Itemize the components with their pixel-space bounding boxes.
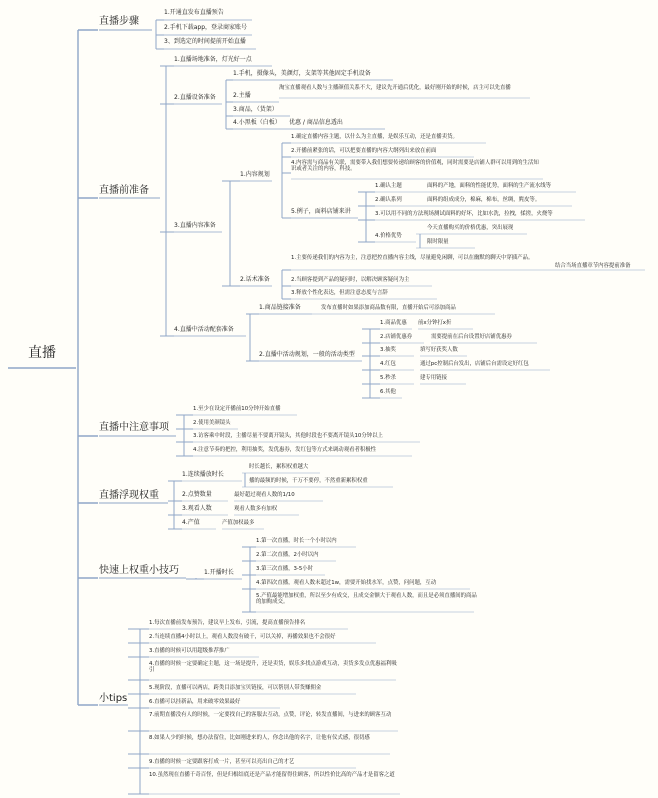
node-duration-3: 3.第三次直播，3-5小时 [256, 566, 314, 572]
node-price-limited: 限时限量 [427, 239, 449, 245]
node-duration-4: 4.第四次直播，观看人数未超过1w，需要开始找水军，点赞，问问题，互动 [256, 580, 437, 586]
node-tip-3: 3.直播的时候可以用超级推荐推广 [149, 648, 230, 654]
node-activity-discount: 1.商品优惠 [380, 320, 407, 326]
node-weight-duration: 1.连续播放时长 [182, 471, 224, 478]
node-step-2: 2.手机下载app，登录商家账号 [164, 24, 248, 31]
node-viewers-note: 观看人数多有加权 [234, 506, 278, 512]
node-host-note: 淘宝直播观看人数与主播颜值关系不大，建议先开通后优化，最好刚开始的时候，店主可以先直播 [279, 85, 511, 91]
node-coupon-note: 需要提前在后台设置好店铺优惠券 [431, 334, 512, 340]
node-script-3: 3.释放个性化表达，但需注意态度与言辞 [291, 290, 388, 296]
node-tip-7: 7.前期直播没有人的时候，一定要找自己的客服去互动，点赞，评论，转发直播间，与进来的顾客互动 [149, 712, 392, 718]
node-equipment-host: 2.主播 [233, 92, 251, 99]
node-theme-note: 面料的产地，面料的性能优势，面料的生产流水线等 [427, 183, 551, 189]
node-example-series: 2.确认系列 [375, 197, 402, 203]
node-plan-5-example: 5.例子，面料店铺来讲 [291, 208, 351, 215]
node-likes-note: 最好超过观看人数的1/10 [234, 492, 295, 498]
node-board-note: 优惠 / 商品信息透出 [289, 119, 343, 126]
node-script-prep: 2.话术准备 [240, 276, 270, 283]
node-tip-5: 5.现阶段，直播可以两店，跨类目添加宝贝链接，可以帮别人带货赚佣金 [149, 685, 322, 691]
node-example-test: 3.可以用不同的方法现场测试面料的好坏，比如水洗，拉拽，揉搓，火烧等 [375, 211, 553, 217]
node-activity-redpacket: 4.红包 [380, 361, 396, 367]
node-equipment-board: 4.小黑板（白板） [233, 119, 281, 126]
node-content-plan: 1.内容规划 [240, 171, 270, 178]
branch-weight: 直播浮现权重 [99, 490, 159, 501]
node-step-1: 1.开通直发布直播预告 [164, 9, 224, 16]
branch-small-tips: 小tips [99, 693, 128, 704]
branch-quick-tips: 快速上权重小技巧 [99, 565, 179, 576]
root-topic: 直播 [28, 345, 56, 361]
node-plan-1: 1.确定直播内容主题，以什么为主直播，是娱乐互动，还是直播卖货。 [291, 134, 458, 140]
node-duration-note-2: 播的最频的时候，千万不要停，不然重新累积权重 [249, 478, 368, 484]
node-tip-8: 8.如果人少的时候，想办法留住，比如刚进来的人，你念出他的名字，让他有仪式感，很切感 [149, 735, 370, 741]
node-activity-lottery: 3.抽奖 [380, 347, 396, 353]
node-script-1: 1.主要传递我们的内容为主，注意把控直播内容主线，尽量避免闲聊，可以在幽默的聊天中穿插产品。 [291, 255, 534, 261]
node-series-note: 面料的组成成分，棉麻，棉布，丝绸，麂皮等。 [427, 197, 541, 203]
node-step-3: 3、到选定的时间提前开始直播 [164, 38, 246, 45]
node-weight-viewers: 3.观看人数 [182, 505, 212, 512]
node-tip-4: 4.直播的时候一定要确定主题，这一场是提升，还是卖货，娱乐多找点游戏互动，卖货多发点优惠福利吸引 [149, 661, 397, 674]
node-duration-2: 2.第二次直播，2小时以内 [256, 552, 319, 558]
node-weight-likes: 2.点赞数量 [182, 491, 212, 498]
node-script-2: 2.当顾客提到产品的疑问时，以解决顾客疑问为主 [291, 277, 410, 283]
node-stream-duration: 1.开播时长 [204, 569, 234, 576]
node-equipment-goods: 3.商品，（货架） [233, 106, 278, 113]
branch-live-steps: 直播步骤 [99, 16, 139, 27]
node-note-4: 4.注意节奏的把控，利用抽奖，发优惠券，发红包等方式来调动观看者积极性 [193, 447, 377, 453]
node-redpacket-note: 通过pc控制后台发出，店铺后台需设定好红包 [420, 361, 529, 367]
node-product-links-note: 发布直播时如果添加商品数有限，直播开始后可添加商品 [321, 305, 456, 311]
node-duration-1: 1.第一次直播，时长一个小时以内 [256, 538, 337, 544]
node-tip-2: 2.当连续直播4小时以上，观看人数没有破千，可以关掉，再播效果也不会很好 [149, 634, 336, 640]
node-script-1-note: 结合当场直播章节内容提前准备 [555, 263, 631, 269]
node-content-prep: 3.直播内容准备 [174, 222, 216, 229]
node-tip-10: 10.虽然现在直播千奇百怪，但是归根结底还是产品才能留得住顾客，所以性价比高的产品才是留客之道 [149, 772, 395, 778]
node-activity-other: 6.其他 [380, 389, 396, 395]
node-tip-1: 1.每次直播前发布预告，建议早上发布，引流，提高直播预告排名 [149, 620, 306, 626]
node-value-note: 产值加权最多 [222, 520, 255, 526]
node-activity-prep: 4.直播中活动配套准备 [174, 326, 234, 333]
node-equipment-prep: 2.直播设备准备 [174, 94, 216, 101]
node-plan-2: 2.开播前紧张的话，可以把要直播的内容大纲列出来放在前面 [291, 148, 437, 154]
node-equipment-phone: 1.手机，摄像头，美颜灯，支架等其他固定手机设备 [233, 70, 371, 77]
node-discount-note: 前x分钟打x折 [418, 320, 452, 326]
node-price-discount: 今天直播购买的价格优惠，突出展现 [427, 225, 514, 231]
branch-pre-live-prep: 直播前准备 [99, 185, 149, 196]
node-venue-prep: 1.直播场地准备，灯光好一点 [174, 56, 252, 63]
node-note-3: 3.访客乘中时段，主播尽量不要离开镜头，其他时段也不要离开镜头10分钟以上 [193, 433, 383, 439]
node-activity-coupon: 2.店铺优惠券 [380, 334, 413, 340]
node-product-links: 1.商品链接准备 [259, 304, 301, 311]
node-example-theme: 1.确认主题 [375, 183, 402, 189]
node-tip-9: 9.直播的时候一定要跟客打成一片，甚至可以亮出自己的才艺 [149, 759, 295, 765]
node-weight-value: 4.产值 [182, 519, 200, 526]
node-activity-plan: 2.直播中活动规划，一般的活动类型 [259, 351, 355, 358]
node-flashsale-note: 建专用链接 [420, 375, 447, 381]
node-tip-6: 6.直播可以挂新品，用来破零效果最好 [149, 699, 241, 705]
node-lottery-note: 填写好获奖人数 [420, 347, 458, 353]
node-note-2: 2.使用美颜镜头 [193, 420, 231, 426]
node-duration-note-1: 时长越长，累积权重越大 [249, 464, 309, 470]
node-activity-flashsale: 5.秒杀 [380, 375, 396, 381]
node-example-price: 4.价格优势 [375, 233, 402, 239]
node-plan-4: 4.内容需与商品有关联，需要带入我们想要传递给顾客的价值观，同时需要是店铺人群可以用到的生活知识或者关注的内容，科技。 [291, 160, 539, 173]
node-duration-5: 5.产值最能增加权重，所以至少有成交，且成交金额大于观看人数，而且是必须直播间的商品的加购成交。 [256, 593, 477, 606]
node-note-1: 1.至少在设定开播前10分钟开始直播 [193, 406, 281, 412]
branch-live-notes: 直播中注意事项 [99, 422, 169, 433]
